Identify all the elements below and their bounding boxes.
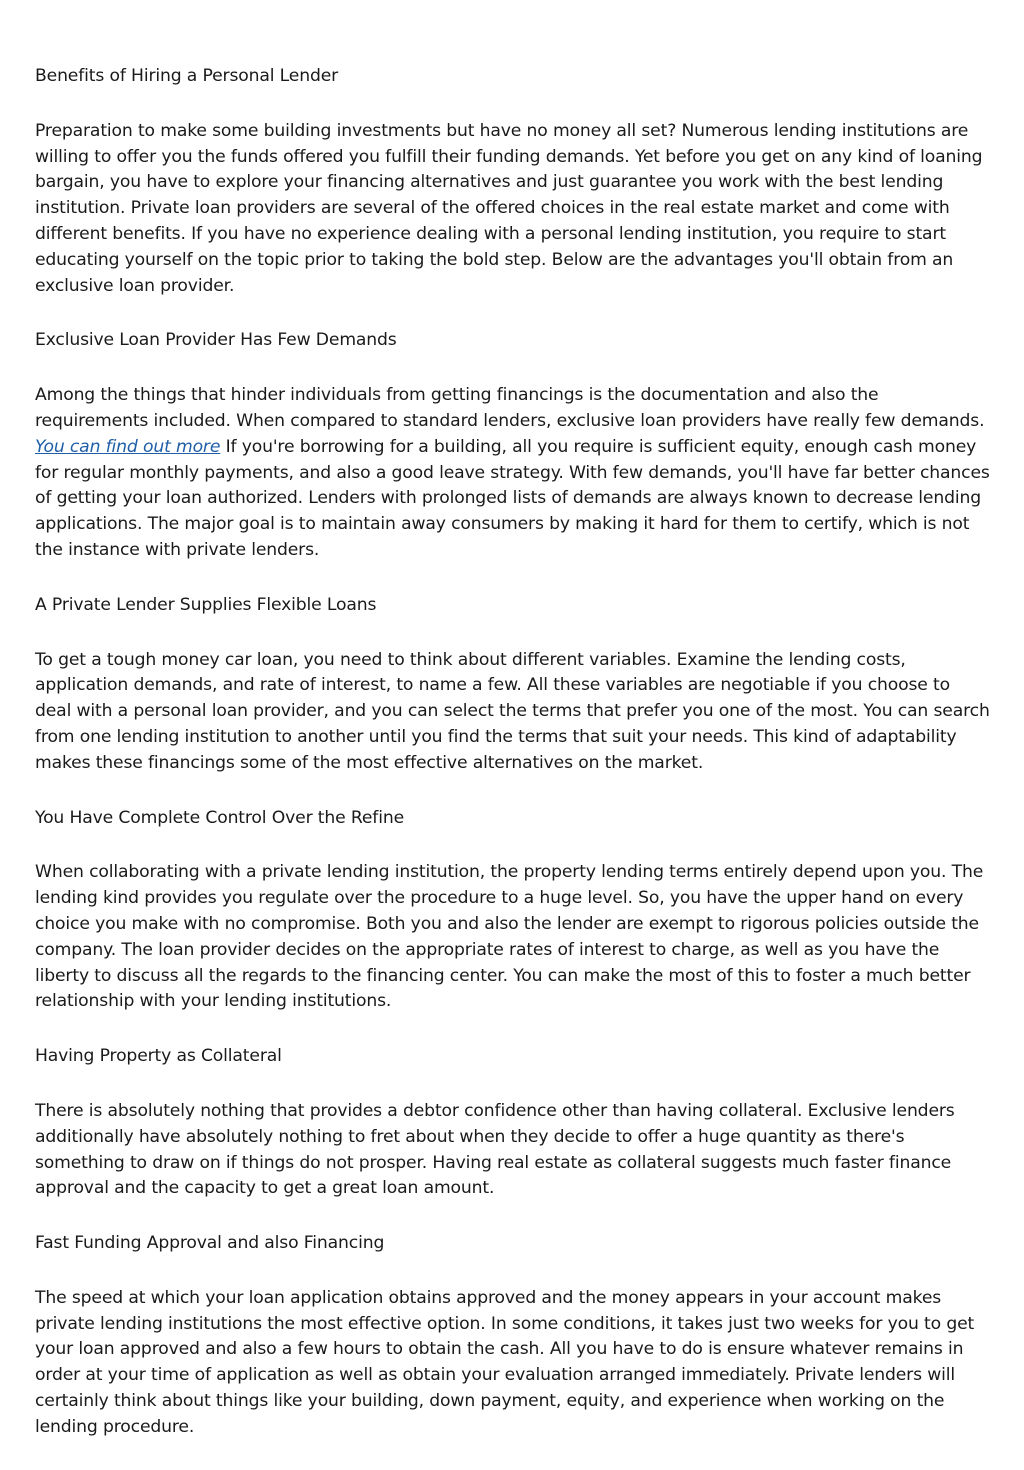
- intro-paragraph: Preparation to make some building investments but have no money all set? Numerous lending institutions are willing to offer you the funds offered you fulfill their funding demands. Yet before you get on any kind of loaning bargain, you have to explore your financing alternatives and just guarantee you work with the best lending institution. Private loan providers are several of the offered choices in the real estate market and come with different benefits. If you have no experience dealing with a personal lending institution, you require to start educating yourself on the topic prior to taking the bold step. Below are the advantages you'll obtain from an exclusive loan provider.: [35, 120, 983, 296]
- find-out-more-link[interactable]: You can find out more: [35, 436, 221, 457]
- document-page: [35, 64, 991, 1470]
- body-text-after-link: If you're borrowing for a building, all you require is sufficient equity, enough cash money for regular monthly payments, and also a good leave strategy. With few demands, you'll have far better chances of getting your loan authorized. Lenders with prolonged lists of demands are always known to decrease lending applications. The major goal is to maintain away consumers by making it hard for them to certify, which is not the instance with private lenders.: [35, 436, 990, 560]
- section-body-complete-control: When collaborating with a private lending institution, the property lending terms entirely depend upon you. The lending kind provides you regulate over the procedure to a huge level. So, you have the upper hand on every choice you make with no compromise. Both you and also the lender are exempt to rigorous policies outside the company. The loan provider decides on the appropriate rates of interest to charge, as well as you have the liberty to discuss all the regards to the financing center. You can make the most of this to foster a much better relationship with your lending institutions.: [35, 862, 984, 1012]
- section-heading-collateral: Having Property as Collateral: [35, 1046, 282, 1067]
- section-body-flexible-loans: To get a tough money car loan, you need to think about different variables. Examine the lending costs, application demands, and rate of interest, to name a few. All these variables are negotiable if you choose to deal with a personal loan provider, and you can select the terms that prefer you one of the most. You can search from one lending institution to another until you find the terms that suit your needs. This kind of adaptability makes these financings some of the most effective alternatives on the market.: [35, 649, 990, 773]
- section-heading-complete-control: You Have Complete Control Over the Refine: [35, 807, 405, 828]
- section-body-collateral: There is absolutely nothing that provides a debtor confidence other than having collateral. Exclusive lenders additionally have absolutely nothing to fret about when they decide to offer a huge quantity as there's something to draw on if things do not prosper. Having real estate as collateral suggests much faster finance approval and the capacity to get a great loan amount.: [35, 1100, 955, 1199]
- section-heading-few-demands: Exclusive Loan Provider Has Few Demands: [35, 330, 397, 351]
- document-title: Benefits of Hiring a Personal Lender: [35, 66, 339, 86]
- section-heading-fast-approval: Fast Funding Approval and also Financing: [35, 1233, 385, 1254]
- body-text-before-link: Among the things that hinder individuals from getting financings is the documentation and also the requirements included. When compared to standard lenders, exclusive loan providers have really few demands.: [35, 385, 985, 431]
- section-body-few-demands: [35, 383, 991, 564]
- section-heading-flexible-loans: A Private Lender Supplies Flexible Loans: [35, 594, 377, 615]
- section-body-fast-approval: The speed at which your loan application obtains approved and the money appears in your account makes private lending institutions the most effective option. In some conditions, it takes just two weeks for you to get your loan approved and also a few hours to obtain the cash. All you have to do is ensure whatever remains in order at your time of application as well as obtain your evaluation arranged immediately. Private lenders will certainly think about things like your building, down payment, equity, and experience when working on the lending procedure.: [35, 1287, 975, 1437]
